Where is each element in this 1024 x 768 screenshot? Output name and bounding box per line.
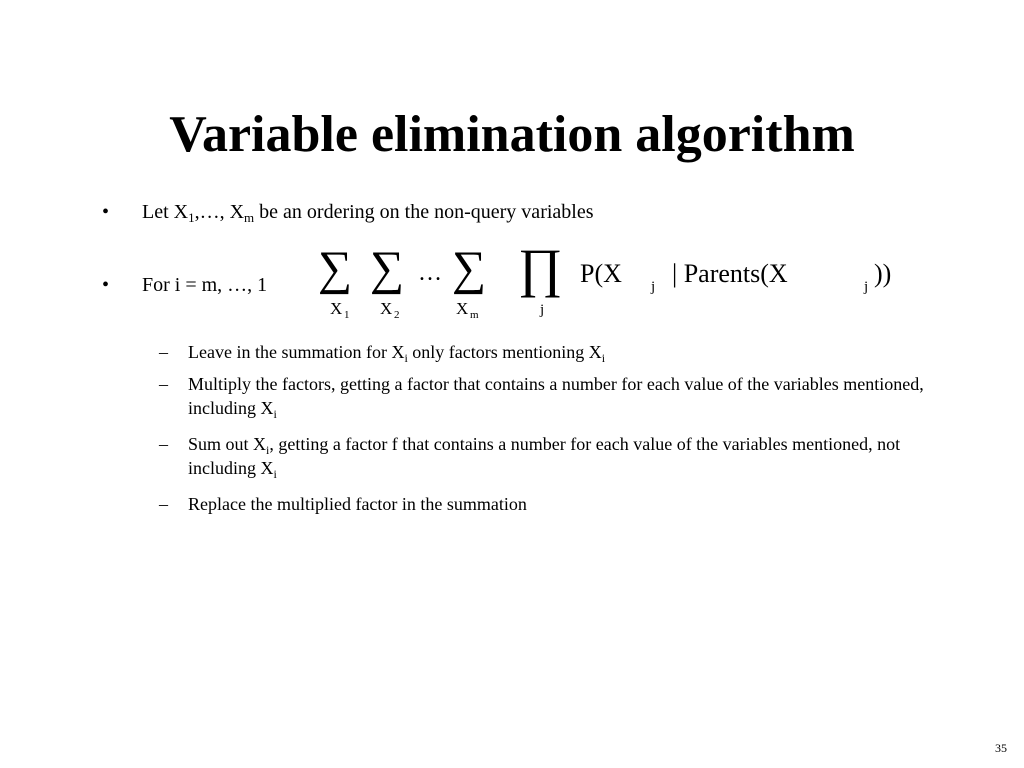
dash-marker: – bbox=[159, 434, 168, 454]
dash-marker: – bbox=[159, 494, 168, 514]
sum-index-1: X bbox=[330, 299, 343, 318]
page-number: 35 bbox=[995, 741, 1007, 755]
product-symbol: ∏ bbox=[518, 238, 563, 298]
sub-bullet-text: Sum out $X_i$, getting a factor f that contains a number for each value of the variables mentioned, not including $X_i$ bbox=[188, 434, 901, 481]
bullet-marker: • bbox=[102, 201, 110, 223]
bullet-text: Let $X_1,\dots$, $X_m$ be an ordering on the non-query variables bbox=[142, 201, 594, 225]
formula-sub-j-1: j bbox=[651, 279, 656, 295]
sum-symbol-2: ∑ bbox=[370, 242, 405, 295]
product-index: j bbox=[540, 302, 545, 318]
ellipsis: … bbox=[418, 260, 442, 286]
sub-bullet-text: Multiply the factors, getting a factor that contains a number for each value of the variables mentioned, including $X_i$ bbox=[188, 374, 924, 421]
sum-symbol-3: ∑ bbox=[452, 242, 487, 295]
sum-index-sub-2: 2 bbox=[394, 309, 400, 321]
bullet-text: For i = m, …, 1 bbox=[142, 274, 268, 296]
sub-bullet-text: Replace the multiplied factor in the summation bbox=[188, 494, 527, 514]
sum-index-sub-1: 1 bbox=[344, 309, 350, 321]
sum-index-sub-3: m bbox=[470, 309, 479, 321]
sub-bullet-text: Leave in the summation for $X_i$ only factors mentioning $X_i$ bbox=[188, 342, 606, 365]
bullet-marker: • bbox=[102, 274, 110, 296]
formula-close: )) bbox=[874, 259, 892, 288]
formula-p: P(X bbox=[580, 259, 622, 288]
slide-title: Variable elimination algorithm bbox=[169, 106, 855, 163]
dash-marker: – bbox=[159, 374, 168, 394]
formula-parents: | Parents(X bbox=[672, 259, 788, 288]
sum-symbol-1: ∑ bbox=[318, 242, 353, 295]
formula-sub-j-2: j bbox=[864, 279, 869, 295]
sum-product-formula bbox=[318, 240, 918, 330]
sum-index-2: X bbox=[380, 299, 393, 318]
sum-index-3: X bbox=[456, 299, 469, 318]
dash-marker: – bbox=[159, 342, 168, 362]
